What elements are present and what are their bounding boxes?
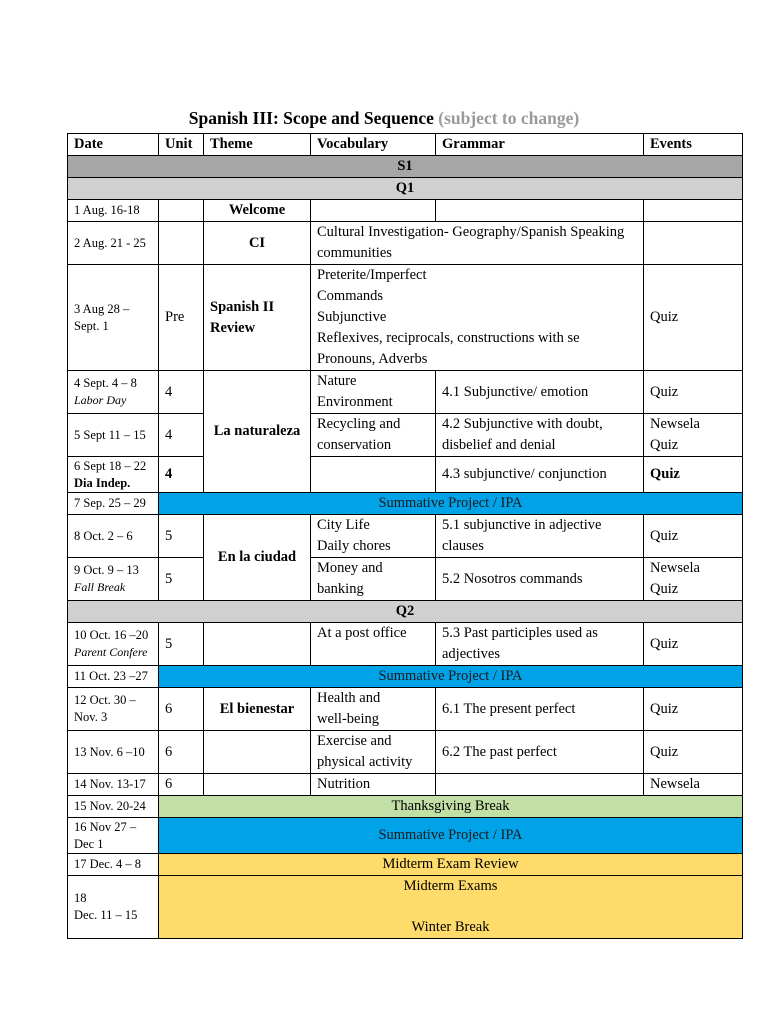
date-cell <box>68 558 159 601</box>
grammar-cell: 6.1 The present perfect <box>436 688 644 731</box>
date-cell: 2 Aug. 21 - 25 <box>68 222 159 265</box>
grammar-line: 4.2 Subjunctive with doubt, <box>442 416 603 432</box>
table-row <box>68 666 743 688</box>
date-line: 16 Nov 27 – <box>74 819 137 834</box>
date-note: Dia Indep. <box>74 475 131 490</box>
section-row-s1 <box>68 156 743 178</box>
schedule-table <box>67 133 743 939</box>
grammar-cell: 6.2 The past perfect <box>436 731 644 774</box>
table-row <box>68 200 743 222</box>
unit-cell <box>159 222 204 265</box>
events-cell <box>644 414 743 457</box>
date-cell <box>68 371 159 414</box>
grammar-line: 5.3 Past participles used as <box>442 625 598 641</box>
date-line: Nov. 3 <box>74 710 108 724</box>
date-cell <box>68 457 159 493</box>
vocab-line: Exercise and <box>317 733 392 749</box>
grammar-cell <box>436 414 644 457</box>
date-cell: 11 Oct. 23 –27 <box>68 666 159 688</box>
unit-cell: 5 <box>159 515 204 558</box>
table-row <box>68 222 743 265</box>
section-row-q2 <box>68 601 743 623</box>
date-line: 4 Sept. 4 – 8 <box>74 376 137 390</box>
table-row <box>68 371 743 414</box>
vocab-line: Daily chores <box>317 538 391 554</box>
vocab-cell: Nutrition <box>311 774 436 796</box>
table-row <box>68 818 743 854</box>
events-cell: Quiz <box>644 457 743 493</box>
table-row <box>68 623 743 666</box>
date-cell: 13 Nov. 6 –10 <box>68 731 159 774</box>
theme-cell <box>204 774 311 796</box>
date-cell: 14 Nov. 13-17 <box>68 774 159 796</box>
table-row <box>68 265 743 371</box>
theme-cell <box>204 623 311 666</box>
section-label: Q2 <box>68 601 743 623</box>
table-row <box>68 515 743 558</box>
date-line: 10 Oct. 16 –20 <box>74 628 149 642</box>
header-vocabulary: Vocabulary <box>311 134 436 156</box>
unit-cell: 4 <box>159 371 204 414</box>
date-cell: 5 Sept 11 – 15 <box>68 414 159 457</box>
midterm-review-bar: Midterm Exam Review <box>159 854 743 876</box>
theme-cell: El bienestar <box>204 688 311 731</box>
date-line: Sept. 1 <box>74 318 109 333</box>
grammar-line: Commands <box>317 288 384 304</box>
events-cell: Quiz <box>644 731 743 774</box>
unit-cell: 5 <box>159 623 204 666</box>
date-cell: 17 Dec. 4 – 8 <box>68 854 159 876</box>
title-main: Spanish III: Scope and Sequence <box>188 108 434 128</box>
table-row <box>68 774 743 796</box>
table-row <box>68 558 743 601</box>
thanksgiving-break-bar: Thanksgiving Break <box>159 796 743 818</box>
section-label: S1 <box>68 156 743 178</box>
events-line: Quiz <box>650 581 679 597</box>
date-cell <box>68 876 159 939</box>
grammar-cell: 4.3 subjunctive/ conjunction <box>436 457 644 493</box>
vocab-cell <box>311 371 436 414</box>
vocab-line: Environment <box>317 394 393 410</box>
vocab-cell <box>311 457 436 493</box>
grammar-line: Reflexives, reciprocals, constructions with se <box>317 330 580 346</box>
vocab-cell <box>311 558 436 601</box>
grammar-line: 5.1 subjunctive in adjective <box>442 517 602 533</box>
table-row <box>68 414 743 457</box>
theme-cell: Welcome <box>204 200 311 222</box>
table-row <box>68 796 743 818</box>
grammar-cell <box>436 515 644 558</box>
table-row <box>68 688 743 731</box>
summative-project-bar: Summative Project / IPA <box>159 493 743 515</box>
vocab-line: banking <box>317 581 364 597</box>
date-line: 18 <box>74 891 87 905</box>
events-cell <box>644 200 743 222</box>
events-cell: Quiz <box>644 371 743 414</box>
theme-cell: La naturaleza <box>204 371 311 493</box>
date-cell: 8 Oct. 2 – 6 <box>68 515 159 558</box>
header-events: Events <box>644 134 743 156</box>
header-grammar: Grammar <box>436 134 644 156</box>
grammar-cell <box>436 200 644 222</box>
midterm-exams-bar <box>159 876 743 939</box>
theme-cell <box>204 265 311 371</box>
date-cell: 1 Aug. 16-18 <box>68 200 159 222</box>
grammar-cell <box>436 623 644 666</box>
date-line: 12 Oct. 30 – <box>74 693 136 707</box>
vocab-line: Recycling and <box>317 416 401 432</box>
events-cell: Quiz <box>644 623 743 666</box>
events-line: Quiz <box>650 437 679 453</box>
section-label: Q1 <box>68 178 743 200</box>
theme-line: Spanish II <box>210 298 275 315</box>
vocab-cell <box>311 731 436 774</box>
table-row <box>68 731 743 774</box>
date-cell <box>68 818 159 854</box>
unit-cell: 4 <box>159 457 204 493</box>
unit-cell: 6 <box>159 774 204 796</box>
summative-project-bar: Summative Project / IPA <box>159 666 743 688</box>
midterm-exams-label: Midterm Exams <box>403 878 498 894</box>
date-note: Fall Break <box>74 580 126 594</box>
grammar-cell: 5.2 Nosotros commands <box>436 558 644 601</box>
date-cell: 15 Nov. 20-24 <box>68 796 159 818</box>
vocab-line: physical activity <box>317 754 413 770</box>
document-title <box>0 108 768 129</box>
header-unit: Unit <box>159 134 204 156</box>
theme-cell <box>204 731 311 774</box>
events-cell: Quiz <box>644 688 743 731</box>
theme-cell: En la ciudad <box>204 515 311 601</box>
grammar-cell <box>436 774 644 796</box>
vocab-line: Nature <box>317 373 357 389</box>
unit-cell: 6 <box>159 731 204 774</box>
date-line: Dec. 11 – 15 <box>74 908 138 922</box>
events-line: Newsela <box>650 416 700 432</box>
events-cell: Quiz <box>644 265 743 371</box>
table-row <box>68 876 743 939</box>
theme-cell: CI <box>204 222 311 265</box>
grammar-line: Subjunctive <box>317 309 387 325</box>
unit-cell: 5 <box>159 558 204 601</box>
date-line: Dec 1 <box>74 836 104 851</box>
vocab-line: conservation <box>317 437 392 453</box>
date-cell <box>68 688 159 731</box>
grammar-cell: 4.1 Subjunctive/ emotion <box>436 371 644 414</box>
theme-line: Review <box>210 319 256 336</box>
date-note: Parent Confere <box>74 645 148 659</box>
date-cell: 7 Sep. 25 – 29 <box>68 493 159 515</box>
table-row <box>68 854 743 876</box>
summative-project-bar: Summative Project / IPA <box>159 818 743 854</box>
date-line: 9 Oct. 9 – 13 <box>74 563 139 577</box>
vocab-cell <box>311 688 436 731</box>
title-note: (subject to change) <box>438 108 580 128</box>
events-cell: Quiz <box>644 515 743 558</box>
header-row <box>68 134 743 156</box>
grammar-line: disbelief and denial <box>442 437 556 453</box>
date-line: 6 Sept 18 – 22 <box>74 458 147 473</box>
date-cell <box>68 265 159 371</box>
events-cell <box>644 558 743 601</box>
events-cell <box>644 222 743 265</box>
vocab-line: well-being <box>317 711 380 727</box>
events-line: Newsela <box>650 560 700 576</box>
grammar-line: Preterite/Imperfect <box>317 267 427 283</box>
date-cell <box>68 623 159 666</box>
grammar-line: adjectives <box>442 646 500 662</box>
unit-cell: Pre <box>159 265 204 371</box>
table-row <box>68 493 743 515</box>
date-note: Labor Day <box>74 393 127 407</box>
unit-cell: 6 <box>159 688 204 731</box>
vocab-cell: At a post office <box>311 623 436 666</box>
vocab-cell: Cultural Investigation- Geography/Spanish Speaking communities <box>311 222 644 265</box>
unit-cell: 4 <box>159 414 204 457</box>
vocab-cell <box>311 515 436 558</box>
header-theme: Theme <box>204 134 311 156</box>
header-date: Date <box>68 134 159 156</box>
grammar-line: Pronouns, Adverbs <box>317 351 428 367</box>
grammar-cell <box>311 265 644 371</box>
date-line: 3 Aug 28 – <box>74 301 130 316</box>
vocab-cell <box>311 200 436 222</box>
events-cell: Newsela <box>644 774 743 796</box>
unit-cell <box>159 200 204 222</box>
vocab-line: City Life <box>317 517 370 533</box>
grammar-line: clauses <box>442 538 484 554</box>
table-row <box>68 457 743 493</box>
vocab-line: Money and <box>317 560 383 576</box>
winter-break-label: Winter Break <box>411 919 490 935</box>
vocab-cell <box>311 414 436 457</box>
section-row-q1 <box>68 178 743 200</box>
vocab-line: Health and <box>317 690 381 706</box>
